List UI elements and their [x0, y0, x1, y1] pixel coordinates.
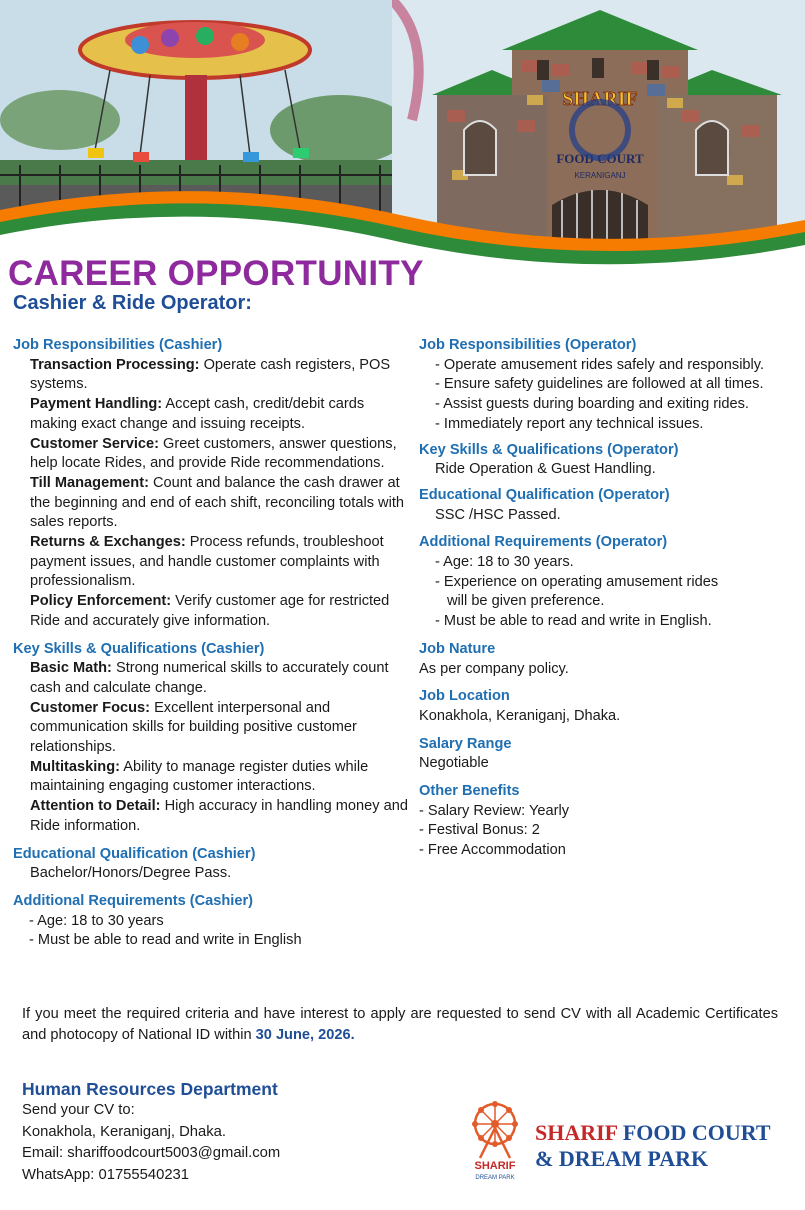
salary-text: Negotiable — [419, 755, 489, 772]
section-heading: Key Skills & Qualifications (Operator) — [419, 441, 679, 458]
job-location-text: Konakhola, Keraniganj, Dhaka. — [419, 707, 621, 724]
gate-sign-text: SHARIF — [562, 88, 638, 110]
cashier-column — [13, 336, 408, 951]
page-title: CAREER OPPORTUNITY — [8, 254, 424, 293]
section-heading: Additional Requirements (Operator) — [419, 534, 668, 551]
list-item-continuation: will be given preference. — [447, 593, 605, 610]
education-text: Bachelor/Honors/Degree Pass. — [30, 865, 232, 882]
page-subtitle: Cashier & Ride Operator: — [13, 292, 252, 314]
ferris-wheel-logo-icon — [466, 1098, 524, 1184]
section-heading: Salary Range — [419, 735, 512, 752]
gate-location-text: KERANIGANJ — [574, 171, 626, 180]
send-cv-label: Send your CV to: — [22, 1102, 135, 1118]
list-item: Payment Handling: Accept cash, credit/debit cards making exact change and issuing receipts. — [30, 396, 365, 432]
section-heading: Additional Requirements (Cashier) — [13, 892, 254, 909]
section-heading: Educational Qualification (Operator) — [419, 486, 670, 503]
list-item: - Salary Review: Yearly — [419, 802, 570, 819]
section-heading: Educational Qualification (Cashier) — [13, 845, 256, 862]
education-text: SSC /HSC Passed. — [435, 506, 561, 523]
list-item: - Must be able to read and write in English. — [435, 613, 712, 630]
job-nature-text: As per company policy. — [419, 660, 569, 677]
brand-name: SHARIF FOOD COURT & DREAM PARK — [535, 1120, 771, 1171]
list-item: Till Management: Count and balance the cash drawer at the beginning and end of each shift, reconciling totals with sales reports. — [30, 474, 405, 531]
list-item: - Age: 18 to 30 years — [29, 912, 164, 929]
application-instructions: If you meet the required criteria and have interest to apply are requested to send CV with all Academic Certificates and photocopy of National ID within 30 June, 2026. — [22, 1006, 778, 1043]
section-heading: Other Benefits — [419, 783, 520, 800]
skills-text: Ride Operation & Guest Handling. — [435, 461, 656, 478]
list-item: Basic Math: Strong numerical skills to accurately count cash and calculate change. — [30, 660, 389, 696]
section-heading: Job Nature — [419, 640, 496, 657]
operator-column — [419, 336, 794, 861]
list-item: Attention to Detail: High accuracy in handling money and Ride information. — [30, 798, 408, 834]
list-item: Customer Service: Greet customers, answer questions, help locate Rides, and provide Ride recommendations. — [30, 435, 397, 472]
department-title: Human Resources Department — [22, 1079, 278, 1099]
list-item: Returns & Exchanges: Process refunds, troubleshoot payment issues, and handle customer complaints with professionalism. — [30, 534, 384, 590]
list-item: - Age: 18 to 30 years. — [435, 554, 574, 571]
list-item: - Must be able to read and write in English — [29, 932, 302, 949]
list-item: - Experience on operating amusement rides — [435, 573, 719, 590]
list-item: Transaction Processing: Operate cash registers, POS systems. — [30, 356, 391, 393]
list-item: Policy Enforcement: Verify customer age for restricted Ride and accurately give information. — [30, 593, 390, 629]
list-item: - Free Accommodation — [419, 842, 566, 859]
section-heading: Job Location — [419, 688, 510, 705]
list-item: Multitasking: Ability to manage register duties while maintaining engaging customer interactions. — [30, 758, 369, 795]
deadline-date: 30 June, 2026. — [255, 1026, 355, 1043]
contact-address: Konakhola, Keraniganj, Dhaka. — [22, 1123, 227, 1140]
list-item: Customer Focus: Excellent interpersonal and communication skills for building positive customer relationships. — [30, 699, 357, 756]
list-item: - Immediately report any technical issues. — [435, 415, 704, 432]
list-item: - Assist guests during boarding and exiting rides. — [435, 396, 749, 413]
contact-whatsapp[interactable]: WhatsApp: 01755540231 — [22, 1166, 190, 1183]
section-heading: Key Skills & Qualifications (Cashier) — [13, 640, 265, 657]
contact-email[interactable]: Email: shariffoodcourt5003@gmail.com — [22, 1145, 281, 1162]
logo-subtext: DREAM PARK — [475, 1175, 515, 1181]
contact-block — [22, 1078, 280, 1186]
logo-word: SHARIF — [474, 1160, 516, 1172]
list-item: - Ensure safety guidelines are followed at all times. — [435, 376, 764, 393]
list-item: - Operate amusement rides safely and responsibly. — [435, 356, 765, 373]
hero-banner — [0, 0, 805, 290]
section-heading: Job Responsibilities (Cashier) — [13, 337, 223, 353]
gate-food-court-text: FOOD COURT — [556, 151, 644, 166]
list-item: - Festival Bonus: 2 — [419, 822, 540, 839]
section-heading: Job Responsibilities (Operator) — [419, 337, 637, 353]
